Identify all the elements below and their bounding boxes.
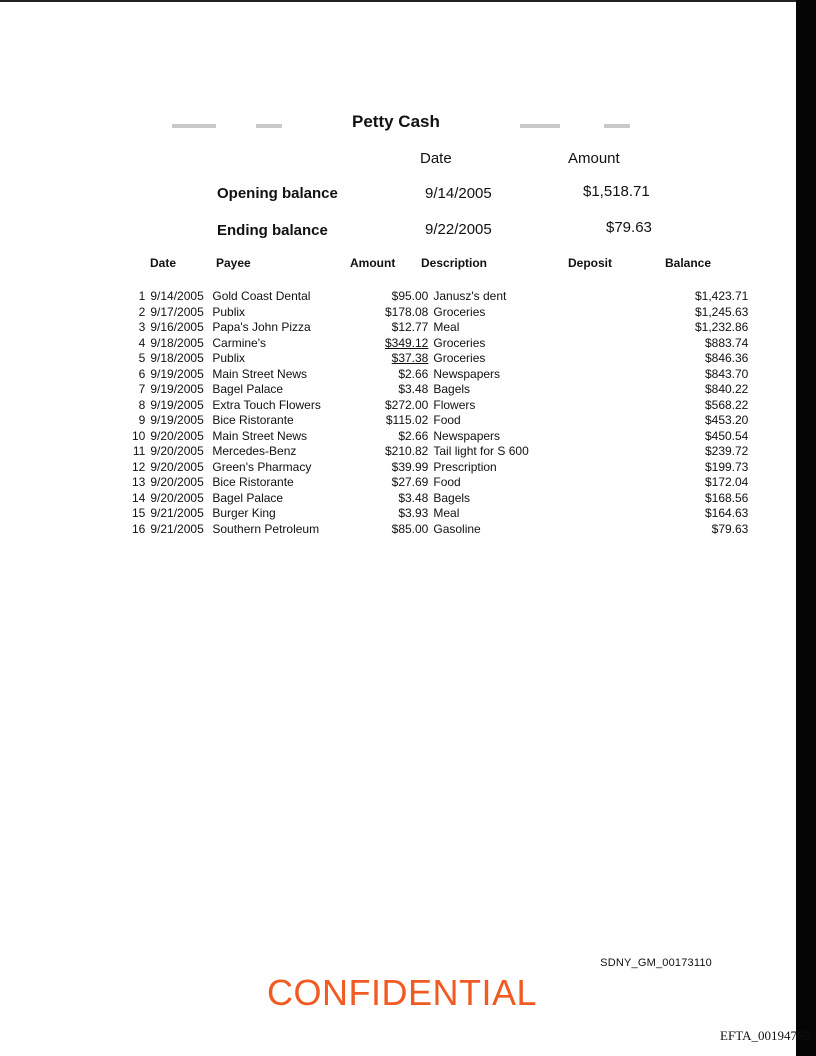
row-date: 9/18/2005 bbox=[150, 351, 204, 365]
table-row bbox=[132, 336, 748, 352]
row-balance: $79.63 bbox=[711, 521, 749, 536]
row-amount: $3.48 bbox=[398, 490, 429, 505]
row-number: 13 bbox=[132, 475, 146, 489]
row-deposit bbox=[573, 444, 687, 460]
row-description: Bagels bbox=[433, 490, 471, 505]
row-amount: $178.08 bbox=[384, 304, 429, 319]
row-amount: $12.77 bbox=[391, 320, 429, 334]
page-title: Petty Cash bbox=[352, 112, 440, 131]
row-balance: $1,423.71 bbox=[694, 289, 749, 303]
row-deposit bbox=[573, 398, 687, 414]
row-date: 9/19/2005 bbox=[150, 366, 204, 381]
confidential-stamp: CONFIDENTIAL bbox=[267, 972, 538, 1013]
table-row bbox=[132, 320, 748, 336]
row-deposit bbox=[573, 305, 687, 321]
table-row bbox=[132, 475, 748, 491]
row-number: 1 bbox=[138, 289, 146, 303]
top-border bbox=[0, 0, 796, 2]
col-header-balance: Balance bbox=[665, 256, 712, 270]
table-row bbox=[132, 522, 748, 538]
table-row bbox=[132, 289, 748, 305]
row-payee: Gold Coast Dental bbox=[212, 289, 311, 303]
row-amount: $27.69 bbox=[391, 475, 429, 489]
row-description: Tail light for S 600 bbox=[433, 444, 529, 458]
row-deposit bbox=[573, 475, 687, 491]
row-deposit bbox=[573, 522, 687, 538]
row-amount: $37.38 bbox=[391, 351, 429, 365]
row-balance: $168.56 bbox=[704, 490, 749, 505]
row-balance: $164.63 bbox=[704, 506, 749, 520]
row-amount: $115.02 bbox=[385, 413, 429, 427]
row-date: 9/16/2005 bbox=[150, 320, 204, 334]
col-header-amount: Amount bbox=[350, 256, 396, 270]
row-number: 2 bbox=[138, 304, 146, 319]
row-balance: $453.20 bbox=[704, 413, 749, 427]
opening-balance-date: 9/14/2005 bbox=[425, 185, 492, 202]
row-number: 9 bbox=[138, 413, 146, 427]
row-number: 14 bbox=[132, 490, 146, 505]
row-balance: $843.70 bbox=[704, 366, 749, 381]
row-deposit bbox=[573, 320, 687, 336]
row-amount: $210.82 bbox=[384, 444, 429, 458]
row-balance: $172.04 bbox=[704, 475, 749, 489]
row-date: 9/18/2005 bbox=[150, 335, 204, 350]
row-deposit bbox=[573, 351, 687, 367]
row-payee: Publix bbox=[212, 304, 246, 319]
row-amount: $95.00 bbox=[391, 289, 429, 303]
row-deposit bbox=[573, 367, 687, 383]
row-number: 7 bbox=[138, 382, 146, 396]
row-amount: $2.66 bbox=[398, 366, 429, 381]
row-deposit bbox=[573, 413, 687, 429]
table-row bbox=[132, 305, 748, 321]
summary-amount-header: Amount bbox=[568, 150, 620, 167]
row-date: 9/20/2005 bbox=[150, 444, 204, 458]
row-description: Newspapers bbox=[433, 366, 501, 381]
row-payee: Bagel Palace bbox=[212, 382, 284, 396]
row-description: Food bbox=[433, 475, 461, 489]
row-amount: $2.66 bbox=[398, 428, 429, 443]
opening-balance-amount: $1,518.71 bbox=[583, 183, 650, 200]
scan-smudge bbox=[604, 124, 630, 128]
row-number: 10 bbox=[132, 428, 146, 443]
row-description: Newspapers bbox=[433, 428, 501, 443]
col-header-description: Description bbox=[421, 256, 488, 270]
table-row bbox=[132, 367, 748, 383]
row-amount: $349.12 bbox=[384, 335, 429, 350]
row-date: 9/21/2005 bbox=[150, 506, 204, 520]
row-deposit bbox=[573, 506, 687, 522]
row-number: 3 bbox=[138, 320, 146, 334]
row-description: Gasoline bbox=[433, 521, 481, 536]
row-payee: Carmine's bbox=[212, 335, 266, 350]
table-row bbox=[132, 382, 748, 398]
row-date: 9/20/2005 bbox=[150, 475, 204, 489]
row-payee: Papa's John Pizza bbox=[212, 320, 311, 334]
efta-number: EFTA_00194765 bbox=[720, 1028, 810, 1043]
row-deposit bbox=[573, 460, 687, 476]
col-header-payee: Payee bbox=[216, 256, 251, 270]
row-balance: $239.72 bbox=[704, 444, 749, 458]
row-date: 9/21/2005 bbox=[150, 521, 204, 536]
row-payee: Bice Ristorante bbox=[212, 413, 294, 427]
table-row bbox=[132, 491, 748, 507]
row-payee: Bice Ristorante bbox=[212, 475, 294, 489]
row-date: 9/20/2005 bbox=[150, 428, 204, 443]
bates-number: SDNY_GM_00173110 bbox=[600, 957, 712, 969]
row-balance: $1,232.86 bbox=[694, 320, 749, 334]
scan-smudge bbox=[256, 124, 282, 128]
table-row bbox=[132, 351, 748, 367]
row-description: Meal bbox=[433, 320, 460, 334]
row-balance: $568.22 bbox=[704, 397, 749, 412]
row-balance: $199.73 bbox=[704, 459, 749, 474]
row-number: 6 bbox=[138, 366, 146, 381]
ending-balance-label: Ending balance bbox=[217, 222, 328, 239]
row-description: Prescription bbox=[433, 459, 497, 474]
row-description: Flowers bbox=[433, 397, 476, 412]
table-row bbox=[132, 398, 748, 414]
table-row bbox=[132, 506, 748, 522]
ending-balance-amount: $79.63 bbox=[606, 219, 652, 236]
row-deposit bbox=[573, 289, 687, 305]
scan-edge-bar bbox=[796, 0, 816, 1056]
row-amount: $39.99 bbox=[391, 459, 429, 474]
row-number: 15 bbox=[132, 506, 146, 520]
row-description: Food bbox=[433, 413, 461, 427]
row-deposit bbox=[573, 382, 687, 398]
row-number: 4 bbox=[138, 335, 146, 350]
table-row bbox=[132, 444, 748, 460]
row-amount: $85.00 bbox=[391, 521, 429, 536]
row-deposit bbox=[573, 429, 687, 445]
scan-smudge bbox=[172, 124, 216, 128]
row-deposit bbox=[573, 491, 687, 507]
row-payee: Mercedes-Benz bbox=[212, 444, 297, 458]
table-row bbox=[132, 413, 748, 429]
summary-date-header: Date bbox=[420, 150, 452, 167]
row-amount: $3.48 bbox=[398, 382, 429, 396]
row-balance: $883.74 bbox=[704, 335, 749, 350]
row-date: 9/19/2005 bbox=[150, 413, 204, 427]
opening-balance-label: Opening balance bbox=[217, 185, 338, 202]
row-date: 9/14/2005 bbox=[150, 289, 204, 303]
scan-smudge bbox=[520, 124, 560, 128]
row-amount: $3.93 bbox=[398, 506, 429, 520]
transactions-table bbox=[132, 289, 748, 537]
table-row bbox=[132, 460, 748, 476]
row-description: Meal bbox=[433, 506, 460, 520]
row-description: Groceries bbox=[433, 335, 486, 350]
row-date: 9/19/2005 bbox=[150, 397, 204, 412]
row-date: 9/17/2005 bbox=[150, 304, 204, 319]
row-payee: Green's Pharmacy bbox=[212, 459, 312, 474]
row-number: 5 bbox=[138, 351, 146, 365]
row-amount: $272.00 bbox=[384, 397, 429, 412]
row-number: 16 bbox=[132, 521, 146, 536]
table-row bbox=[132, 429, 748, 445]
col-header-deposit: Deposit bbox=[568, 256, 613, 270]
row-number: 8 bbox=[138, 397, 146, 412]
row-balance: $846.36 bbox=[704, 351, 749, 365]
row-payee: Southern Petroleum bbox=[212, 521, 320, 536]
row-payee: Bagel Palace bbox=[212, 490, 284, 505]
row-balance: $450.54 bbox=[704, 428, 749, 443]
row-number: 12 bbox=[132, 459, 146, 474]
row-payee: Main Street News bbox=[212, 366, 308, 381]
row-deposit bbox=[573, 336, 687, 352]
col-header-date: Date bbox=[150, 256, 177, 270]
row-balance: $1,245.63 bbox=[694, 304, 749, 319]
row-description: Janusz's dent bbox=[433, 289, 507, 303]
row-payee: Extra Touch Flowers bbox=[212, 397, 321, 412]
row-number: 11 bbox=[132, 444, 146, 458]
row-date: 9/20/2005 bbox=[150, 459, 204, 474]
row-description: Bagels bbox=[433, 382, 471, 396]
row-payee: Main Street News bbox=[212, 428, 308, 443]
ending-balance-date: 9/22/2005 bbox=[425, 221, 492, 238]
row-description: Groceries bbox=[433, 304, 486, 319]
row-description: Groceries bbox=[433, 351, 486, 365]
row-payee: Burger King bbox=[212, 506, 276, 520]
row-payee: Publix bbox=[212, 351, 246, 365]
row-date: 9/20/2005 bbox=[150, 490, 204, 505]
row-date: 9/19/2005 bbox=[150, 382, 204, 396]
row-balance: $840.22 bbox=[704, 382, 749, 396]
